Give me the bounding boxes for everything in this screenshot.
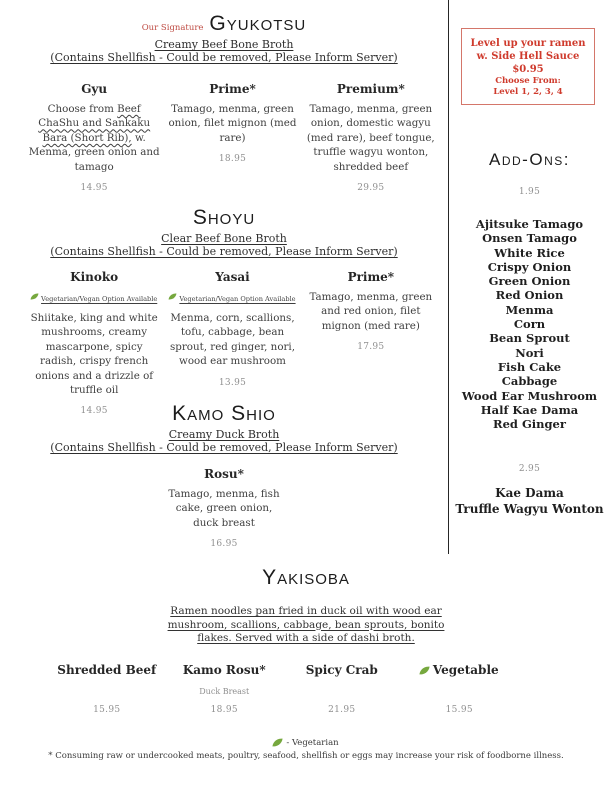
addon-item: Truffle Wagyu Wonton — [455, 501, 604, 516]
menu-item-kamo-rosu — [166, 663, 284, 715]
section-subtitle: Creamy Beef Bone Broth — [154, 38, 294, 51]
item-name: Gyu — [81, 82, 108, 96]
addon-item: Kae Dama — [495, 486, 564, 501]
section-subtitle: Creamy Duck Broth — [168, 428, 280, 441]
menu-item-kinoko — [25, 270, 163, 416]
item-price: 14.95 — [80, 183, 108, 194]
item-description: Shiitake, king and white mushrooms, creamy mascarpone, spicy radish, crispy french onions and a drizzle of truffle oil — [30, 312, 158, 397]
item-description: Tamago, menma, green onion, domestic wagyu (med rare), beef tongue, truffle wagyu wonton, shredded beef — [306, 103, 435, 173]
section-subtitle: Clear Beef Bone Broth — [161, 232, 287, 245]
item-name: Prime* — [347, 270, 395, 284]
addon-item: Crispy Onion — [487, 259, 572, 274]
section-shoyu — [0, 206, 448, 416]
item-name: Premium* — [336, 82, 405, 96]
section-title: Shoyu — [192, 206, 256, 229]
item-description: Tamago, menma, fish cake, green onion, duck breast — [168, 488, 280, 529]
wavy-underline-text: Beef ChaShu and Sankaku Bara (Short Rib), — [38, 103, 151, 144]
addons-tier2-list — [449, 486, 610, 517]
hell-sauce-promo-box — [461, 28, 595, 105]
section-title: Kamo Shio — [172, 402, 276, 425]
veg-option-note: Vegetarian/Vegan Option Available — [166, 286, 298, 305]
item-name: Vegetable — [401, 663, 519, 677]
item-price: 15.95 — [445, 704, 473, 715]
signature-label: Our Signature — [141, 23, 204, 33]
addon-item: Wood Ear Mushroom — [461, 388, 598, 403]
promo-sub: Choose From: — [495, 76, 561, 86]
items-row — [48, 663, 518, 715]
vegetarian-legend: - Vegetarian — [0, 738, 612, 748]
addon-item: Half Kae Dama — [480, 402, 579, 417]
menu-item-rosu — [164, 467, 284, 549]
addons-column — [449, 150, 610, 517]
item-description: Menma, corn, scallions, tofu, cabbage, bean sprout, red ginger, nori, wood ear mushroom — [169, 312, 296, 368]
item-price: 21.95 — [328, 704, 356, 715]
addon-item: Onsen Tamago — [482, 231, 577, 246]
item-description: Tamago, menma, green onion, filet mignon (med rare) — [168, 103, 297, 144]
addons-title: Add-Ons: — [489, 150, 570, 169]
menu-item-gyu — [25, 82, 163, 193]
item-subtext — [283, 687, 401, 697]
item-name: Spicy Crab — [305, 662, 378, 677]
allergy-note: (Contains Shellfish - Could be removed, Please Inform Server) — [50, 441, 398, 454]
menu-item-prime — [163, 82, 301, 193]
menu-item-premium — [302, 82, 440, 193]
promo-price: $0.95 — [512, 64, 544, 75]
section-header — [0, 12, 448, 36]
promo-line: w. Side Hell Sauce — [476, 51, 580, 62]
addon-item: Menma — [505, 302, 554, 317]
menu-item-shredded-beef — [48, 663, 166, 715]
item-price: 29.95 — [357, 183, 385, 194]
consumption-disclaimer: * Consuming raw or undercooked meats, poultry, seafood, shellfish or eggs may increase your risk of foodborne illness. — [48, 751, 564, 761]
item-name: Rosu* — [204, 467, 244, 481]
menu-item-prime-shoyu — [302, 270, 440, 416]
item-name: Kinoko — [70, 270, 119, 284]
item-name: Kamo Rosu* — [182, 662, 266, 677]
promo-line: Level up your ramen — [470, 38, 586, 49]
item-price: 17.95 — [357, 342, 385, 353]
allergy-note: (Contains Shellfish - Could be removed, Please Inform Server) — [50, 51, 398, 64]
menu-item-spicy-crab — [283, 663, 401, 715]
item-subtext: Duck Breast — [199, 686, 250, 696]
section-title: Gyukotsu — [209, 12, 307, 35]
menu-item-yasai — [163, 270, 301, 416]
item-price: 14.95 — [80, 406, 108, 417]
items-row — [25, 270, 440, 416]
leaf-icon — [169, 293, 177, 301]
section-gyukotsu — [0, 12, 448, 193]
addons-tier2-price: 2.95 — [518, 464, 541, 475]
addon-item: Green Onion — [488, 274, 571, 289]
item-price: 18.95 — [218, 154, 247, 165]
section-title: Yakisoba — [262, 566, 350, 589]
item-subtext — [401, 687, 519, 697]
leaf-icon — [273, 737, 283, 747]
addon-item: White Rice — [494, 245, 565, 260]
item-price: 15.95 — [93, 704, 121, 715]
addon-item: Red Ginger — [493, 417, 566, 432]
veg-option-note: Vegetarian/Vegan Option Available — [28, 286, 160, 305]
addons-tier1-price: 1.95 — [518, 187, 541, 197]
addon-item: Cabbage — [501, 374, 558, 389]
item-name: Prime* — [209, 82, 256, 96]
item-price: 16.95 — [210, 539, 238, 550]
leaf-icon — [31, 293, 39, 301]
item-name: Shredded Beef — [57, 662, 157, 677]
section-description: Ramen noodles pan fried in duck oil with wood ear mushroom, scallions, cabbage, bean sprouts, bonito flakes. Served with a side of dashi broth. — [167, 605, 445, 644]
items-row — [25, 82, 440, 193]
addon-item: Corn — [513, 317, 546, 332]
item-description: Tamago, menma, green and red onion, filet mignon (med rare) — [309, 291, 433, 332]
section-kamo-shio — [0, 402, 448, 549]
menu-item-vegetable — [401, 663, 519, 715]
section-yakisoba — [0, 566, 612, 715]
addon-item: Red Onion — [495, 288, 564, 303]
footer — [0, 738, 612, 761]
allergy-note: (Contains Shellfish - Could be removed, Please Inform Server) — [50, 245, 398, 258]
leaf-icon — [419, 665, 429, 675]
item-price: 13.95 — [218, 377, 247, 388]
addons-tier1-list — [449, 217, 610, 431]
item-description: Choose from Beef ChaShu and Sankaku Bara (Short Rib), w. Menma, green onion and tamago — [28, 103, 160, 173]
item-price: 18.95 — [210, 704, 238, 715]
addon-item: Ajitsuke Tamago — [475, 217, 584, 231]
addon-item: Bean Sprout — [489, 331, 570, 346]
item-name: Yasai — [215, 270, 250, 284]
item-subtext — [48, 687, 166, 697]
addon-item: Fish Cake — [497, 359, 562, 374]
addon-item: Nori — [515, 345, 544, 360]
promo-sub: Level 1, 2, 3, 4 — [493, 86, 563, 97]
